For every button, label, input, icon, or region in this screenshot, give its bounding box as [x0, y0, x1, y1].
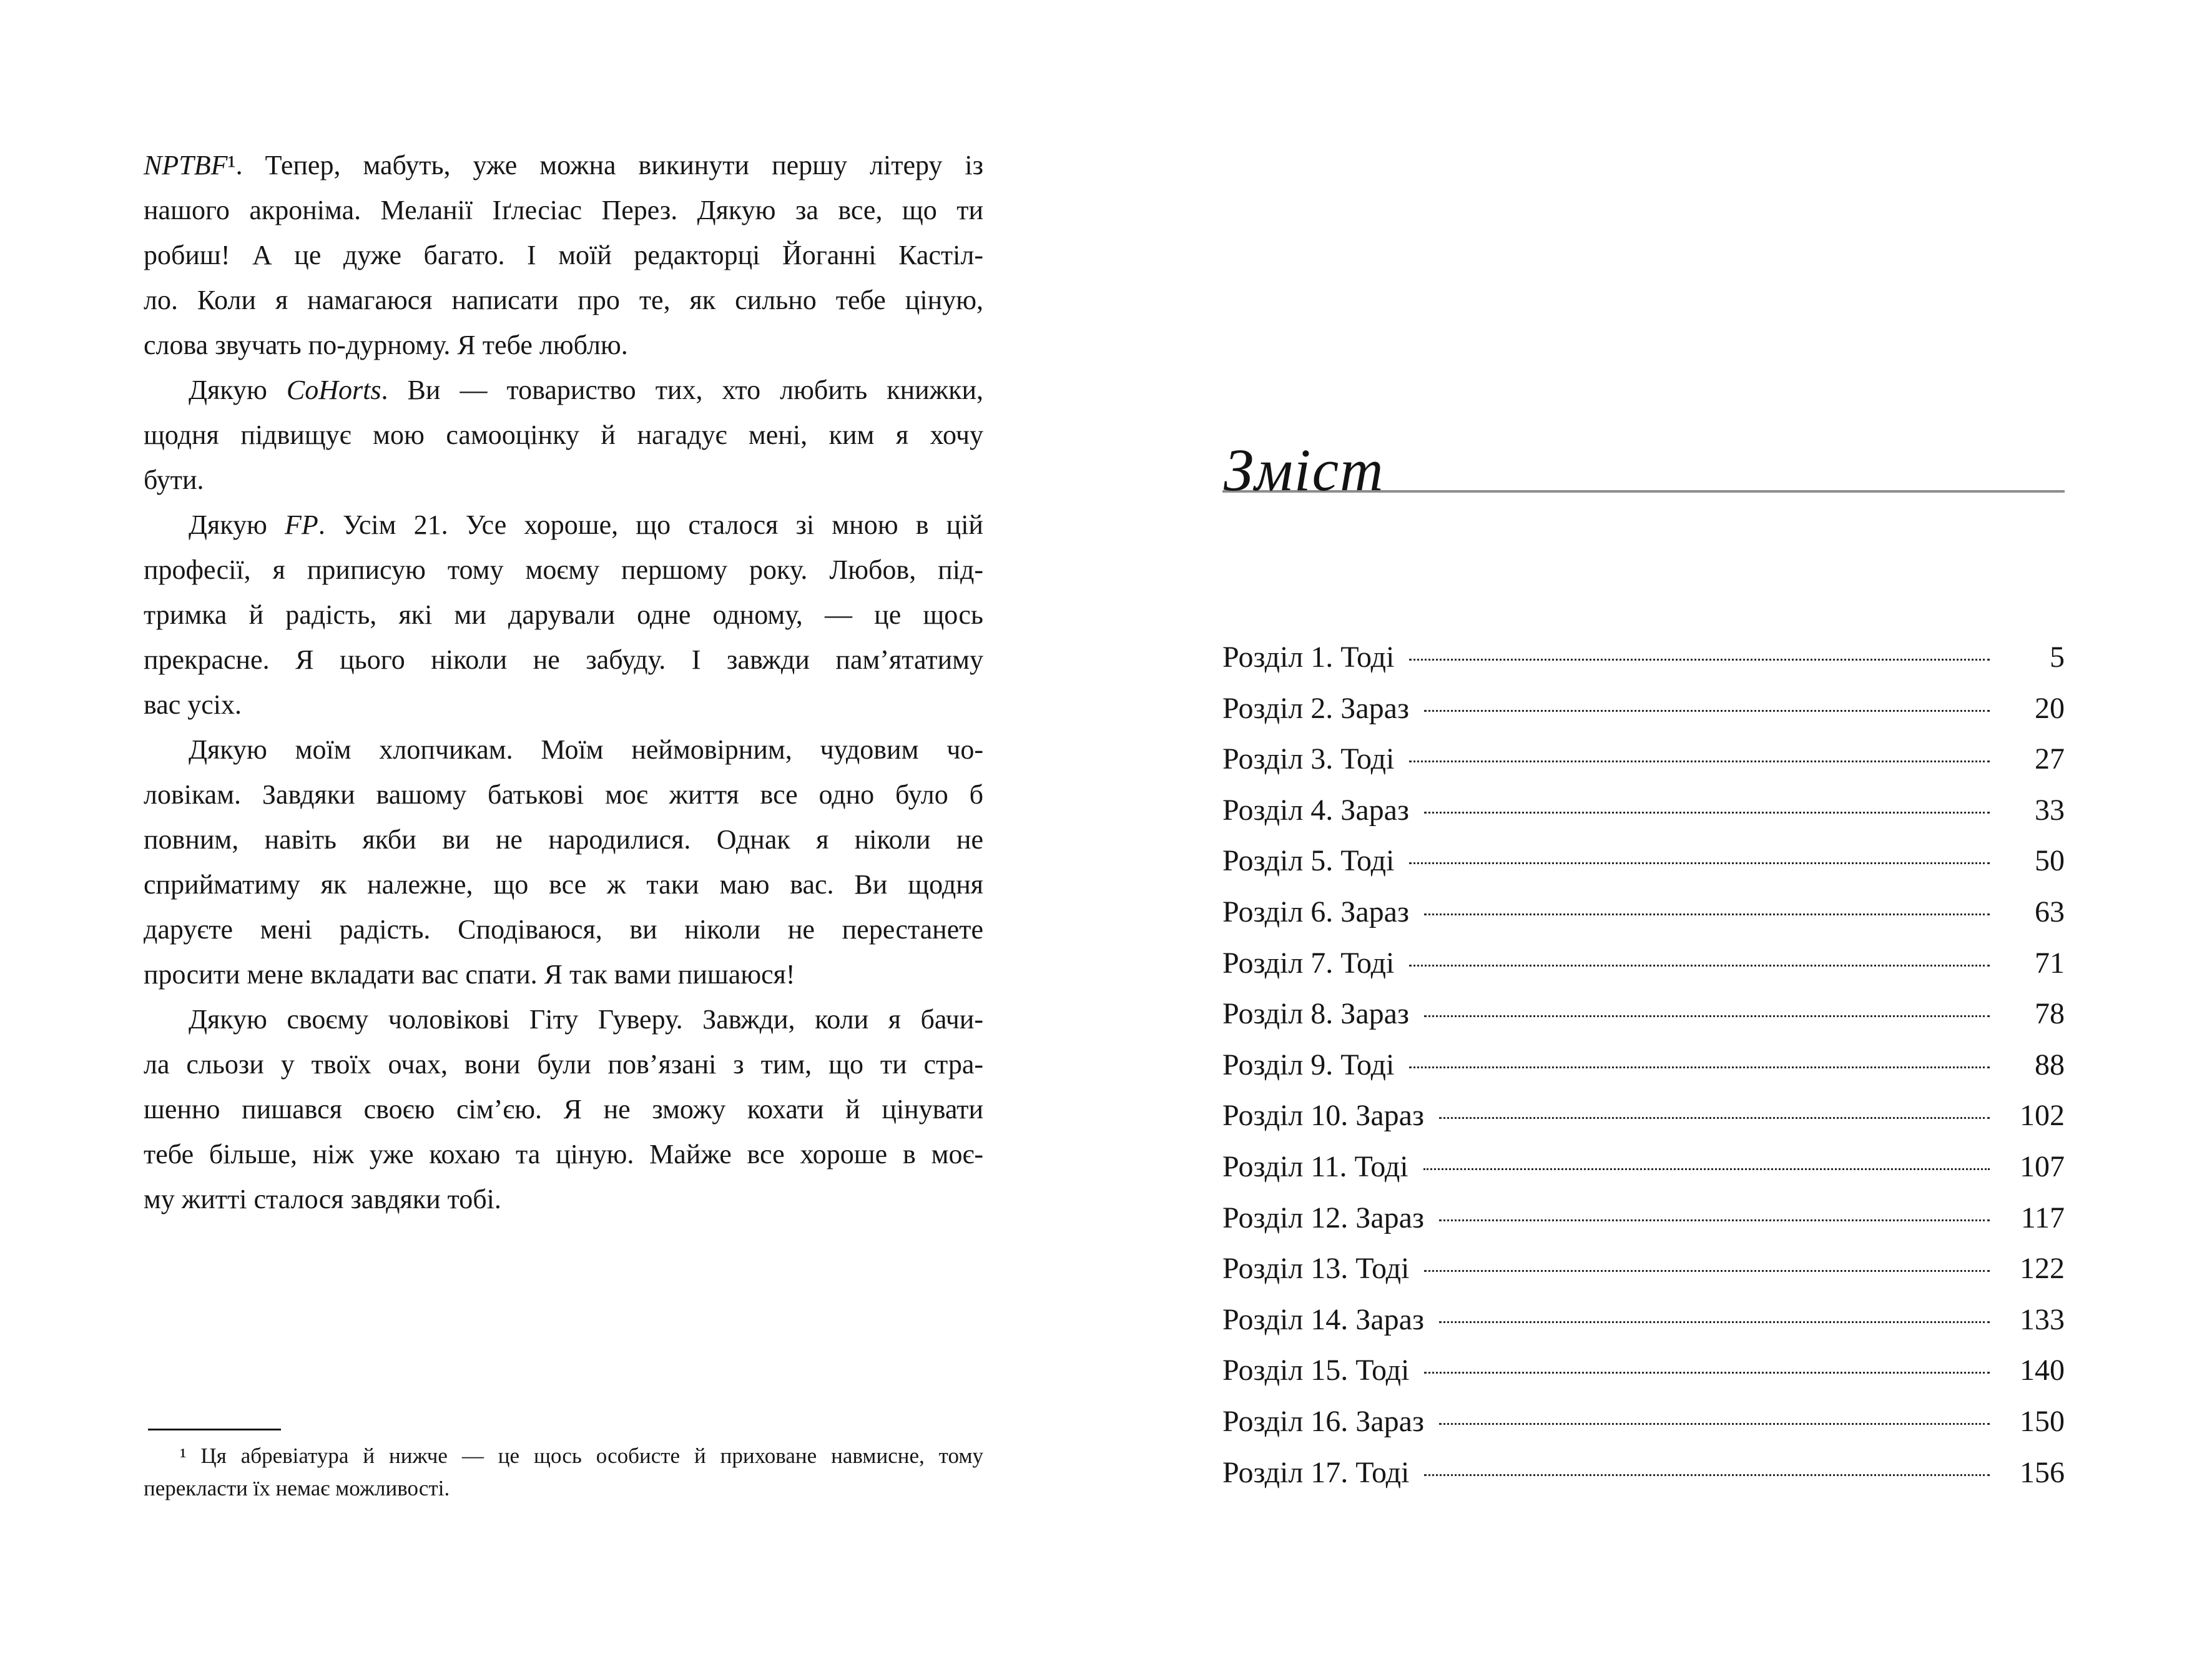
text-segment: ¹. Тепер, мабуть, уже можна викинути першу літеру із — [227, 150, 983, 180]
text-segment: ловікам. Завдяки вашому батькові моє життя все одно було б — [144, 779, 983, 810]
toc-entry-label: Розділ 6. Зараз — [1222, 895, 1409, 928]
text-line — [144, 1087, 983, 1132]
toc-dot-leader — [1424, 1015, 1990, 1017]
toc-entry[interactable] — [1222, 938, 2065, 989]
toc-entry-page-number: 140 — [2020, 1354, 2065, 1387]
text-segment: . Усім 21. Усе хороше, що сталося зі мною в цій — [318, 510, 983, 540]
text-segment: вас усіх. — [144, 689, 242, 720]
text-segment: ла сльози у твоїх очах, вони були пов’язані з тим, що ти стра- — [144, 1049, 983, 1080]
toc-entry-page-number: 156 — [2020, 1455, 2065, 1489]
text-segment: робиш! А це дуже багато. І моїй редакторці Йоганні Кастіл- — [144, 240, 983, 270]
text-segment: щодня підвищує мою самооцінку й нагадує мені, ким я хочу — [144, 420, 983, 450]
text-segment: даруєте мені радість. Сподіваюся, ви ніколи не перестанете — [144, 914, 983, 945]
text-segment: тримка й радість, які ми дарували одне одному, — це щось — [144, 599, 983, 630]
toc-entry-label: Розділ 10. Зараз — [1222, 1099, 1424, 1133]
toc-entry-page-number: 150 — [2020, 1404, 2065, 1438]
toc-entry-page-number: 78 — [2035, 997, 2065, 1031]
text-segment: прекрасне. Я цього ніколи не забуду. І завжди пам’ятатиму — [144, 644, 983, 675]
toc-entry[interactable] — [1222, 1243, 2065, 1294]
footnote-line — [144, 1440, 983, 1472]
toc-dot-leader — [1409, 965, 1990, 967]
text-line — [144, 233, 983, 278]
toc-entry-label: Розділ 9. Тоді — [1222, 1048, 1395, 1081]
toc-entry-page-number: 20 — [2035, 691, 2065, 725]
text-line — [144, 907, 983, 952]
footnote-line — [144, 1472, 983, 1505]
toc-dot-leader — [1409, 761, 1990, 762]
italic-text-segment: FP — [285, 510, 318, 540]
toc-entry-page-number: 71 — [2035, 946, 2065, 980]
toc-dot-leader — [1424, 812, 1990, 814]
toc-entry[interactable] — [1222, 1141, 2065, 1193]
toc-entry[interactable] — [1222, 632, 2065, 683]
toc-entry[interactable] — [1222, 1193, 2065, 1244]
toc-entry-label: Розділ 7. Тоді — [1222, 946, 1395, 980]
toc-entry-page-number: 63 — [2035, 895, 2065, 928]
toc-title-underline — [1222, 400, 2065, 503]
text-line — [144, 548, 983, 593]
toc-entry-page-number: 88 — [2035, 1048, 2065, 1081]
toc-entry-label: Розділ 11. Тоді — [1222, 1149, 1408, 1183]
footnote — [144, 1440, 983, 1505]
text-segment: Дякую — [189, 375, 287, 405]
toc-dot-leader — [1424, 913, 1990, 915]
paragraph — [144, 143, 983, 368]
toc-dot-leader — [1424, 1372, 1990, 1374]
toc-entry-label: Розділ 16. Зараз — [1222, 1404, 1424, 1438]
toc-title: Зміст — [1224, 436, 1385, 503]
text-segment: професії, я приписую тому моєму першому року. Любов, під- — [144, 554, 983, 585]
italic-text-segment: NPTBF — [144, 150, 228, 180]
italic-text-segment: CoHorts — [286, 375, 381, 405]
paragraph — [144, 997, 983, 1222]
text-segment: Дякую — [189, 510, 285, 540]
toc-dot-leader — [1409, 862, 1990, 864]
toc-entry-page-number: 27 — [2035, 742, 2065, 776]
text-line — [144, 323, 983, 368]
toc-dot-leader — [1423, 1168, 1990, 1170]
text-line — [144, 143, 983, 188]
toc-entry[interactable] — [1222, 1447, 2065, 1499]
text-line — [144, 772, 983, 817]
toc-list — [1222, 632, 2065, 1498]
text-line — [144, 638, 983, 682]
text-line — [144, 278, 983, 323]
paragraph — [144, 727, 983, 997]
toc-entry[interactable] — [1222, 988, 2065, 1040]
text-segment: перекласти їх немає можливості. — [144, 1476, 450, 1500]
toc-entry-page-number: 50 — [2035, 844, 2065, 878]
text-segment: ло. Коли я намагаюся написати про те, як сильно тебе ціную, — [144, 285, 983, 315]
text-line — [144, 817, 983, 862]
toc-entry[interactable] — [1222, 683, 2065, 734]
text-segment: му житті сталося завдяки тобі. — [144, 1184, 501, 1214]
text-segment: бути. — [144, 465, 204, 495]
paragraph — [144, 368, 983, 503]
toc-entry-label: Розділ 14. Зараз — [1222, 1302, 1424, 1336]
paragraph — [144, 503, 983, 727]
text-segment: нашого акроніма. Меланії Іґлесіас Перез. Дякую за все, що ти — [144, 195, 983, 225]
toc-entry[interactable] — [1222, 785, 2065, 836]
toc-entry-label: Розділ 5. Тоді — [1222, 844, 1395, 878]
text-line — [144, 503, 983, 548]
text-line — [144, 1177, 983, 1222]
toc-entry-label: Розділ 17. Тоді — [1222, 1455, 1410, 1489]
text-line — [144, 368, 983, 413]
text-line — [144, 952, 983, 997]
toc-entry-label: Розділ 15. Тоді — [1222, 1354, 1410, 1387]
text-line — [144, 862, 983, 907]
toc-entry-label: Розділ 8. Зараз — [1222, 997, 1409, 1031]
text-line — [144, 682, 983, 727]
text-segment: сприйматиму як належне, що все ж таки маю вас. Ви щодня — [144, 869, 983, 900]
toc-entry[interactable] — [1222, 1090, 2065, 1141]
toc-entry[interactable] — [1222, 734, 2065, 785]
toc-entry[interactable] — [1222, 1040, 2065, 1091]
text-line — [144, 997, 983, 1042]
text-segment: шенно пишався своєю сім’єю. Я не зможу кохати й цінувати — [144, 1094, 983, 1125]
text-segment: просити мене вкладати вас спати. Я так вами пишаюся! — [144, 959, 795, 990]
toc-dot-leader — [1424, 1474, 1990, 1476]
toc-dot-leader — [1409, 659, 1990, 661]
toc-dot-leader — [1409, 1066, 1990, 1068]
toc-entry-page-number: 5 — [2050, 641, 2065, 674]
toc-entry-label: Розділ 2. Зараз — [1222, 691, 1409, 725]
toc-entry[interactable] — [1222, 1345, 2065, 1396]
text-line — [144, 593, 983, 638]
toc-entry-page-number: 133 — [2020, 1302, 2065, 1336]
text-line — [144, 1132, 983, 1177]
text-segment: Дякую своєму чоловікові Гіту Гуверу. Завжди, коли я бачи- — [189, 1004, 983, 1035]
text-line — [144, 727, 983, 772]
text-segment: . Ви — товариство тих, хто любить книжки, — [381, 375, 983, 405]
toc-entry-label: Розділ 1. Тоді — [1222, 641, 1395, 674]
text-segment: ¹ Ця абревіатура й нижче — це щось особисте й приховане навмисне, тому — [180, 1444, 983, 1468]
toc-dot-leader — [1439, 1219, 1990, 1221]
toc-entry-page-number: 122 — [2020, 1252, 2065, 1286]
toc-entry-page-number: 33 — [2035, 793, 2065, 827]
toc-dot-leader — [1439, 1117, 1990, 1119]
toc-entry-page-number: 102 — [2020, 1099, 2065, 1133]
toc-dot-leader — [1439, 1423, 1990, 1425]
text-segment: Дякую моїм хлопчикам. Моїм неймовірним, чудовим чо- — [189, 734, 983, 765]
toc-entry[interactable] — [1222, 835, 2065, 887]
footnote-divider-rule — [148, 1429, 281, 1430]
toc-entry-label: Розділ 12. Зараз — [1222, 1201, 1424, 1234]
text-line — [144, 1042, 983, 1087]
toc-entry[interactable] — [1222, 1396, 2065, 1447]
toc-entry-page-number: 117 — [2020, 1201, 2065, 1234]
text-line — [144, 188, 983, 233]
text-line — [144, 458, 983, 503]
toc-entry-label: Розділ 13. Тоді — [1222, 1252, 1410, 1286]
text-segment: повним, навіть якби ви не народилися. Однак я ніколи не — [144, 824, 983, 855]
toc-dot-leader — [1424, 1270, 1990, 1272]
toc-entry[interactable] — [1222, 887, 2065, 938]
toc-entry-label: Розділ 3. Тоді — [1222, 742, 1395, 776]
toc-entry-page-number: 107 — [2020, 1149, 2065, 1183]
toc-dot-leader — [1439, 1321, 1990, 1323]
text-segment: слова звучать по-дурному. Я тебе люблю. — [144, 330, 628, 360]
toc-dot-leader — [1424, 710, 1990, 712]
toc-entry[interactable] — [1222, 1294, 2065, 1346]
text-segment: тебе більше, ніж уже кохаю та ціную. Майже все хороше в моє- — [144, 1139, 983, 1169]
toc-entry-label: Розділ 4. Зараз — [1222, 793, 1409, 827]
text-line — [144, 413, 983, 458]
acknowledgments-text — [144, 143, 983, 1222]
